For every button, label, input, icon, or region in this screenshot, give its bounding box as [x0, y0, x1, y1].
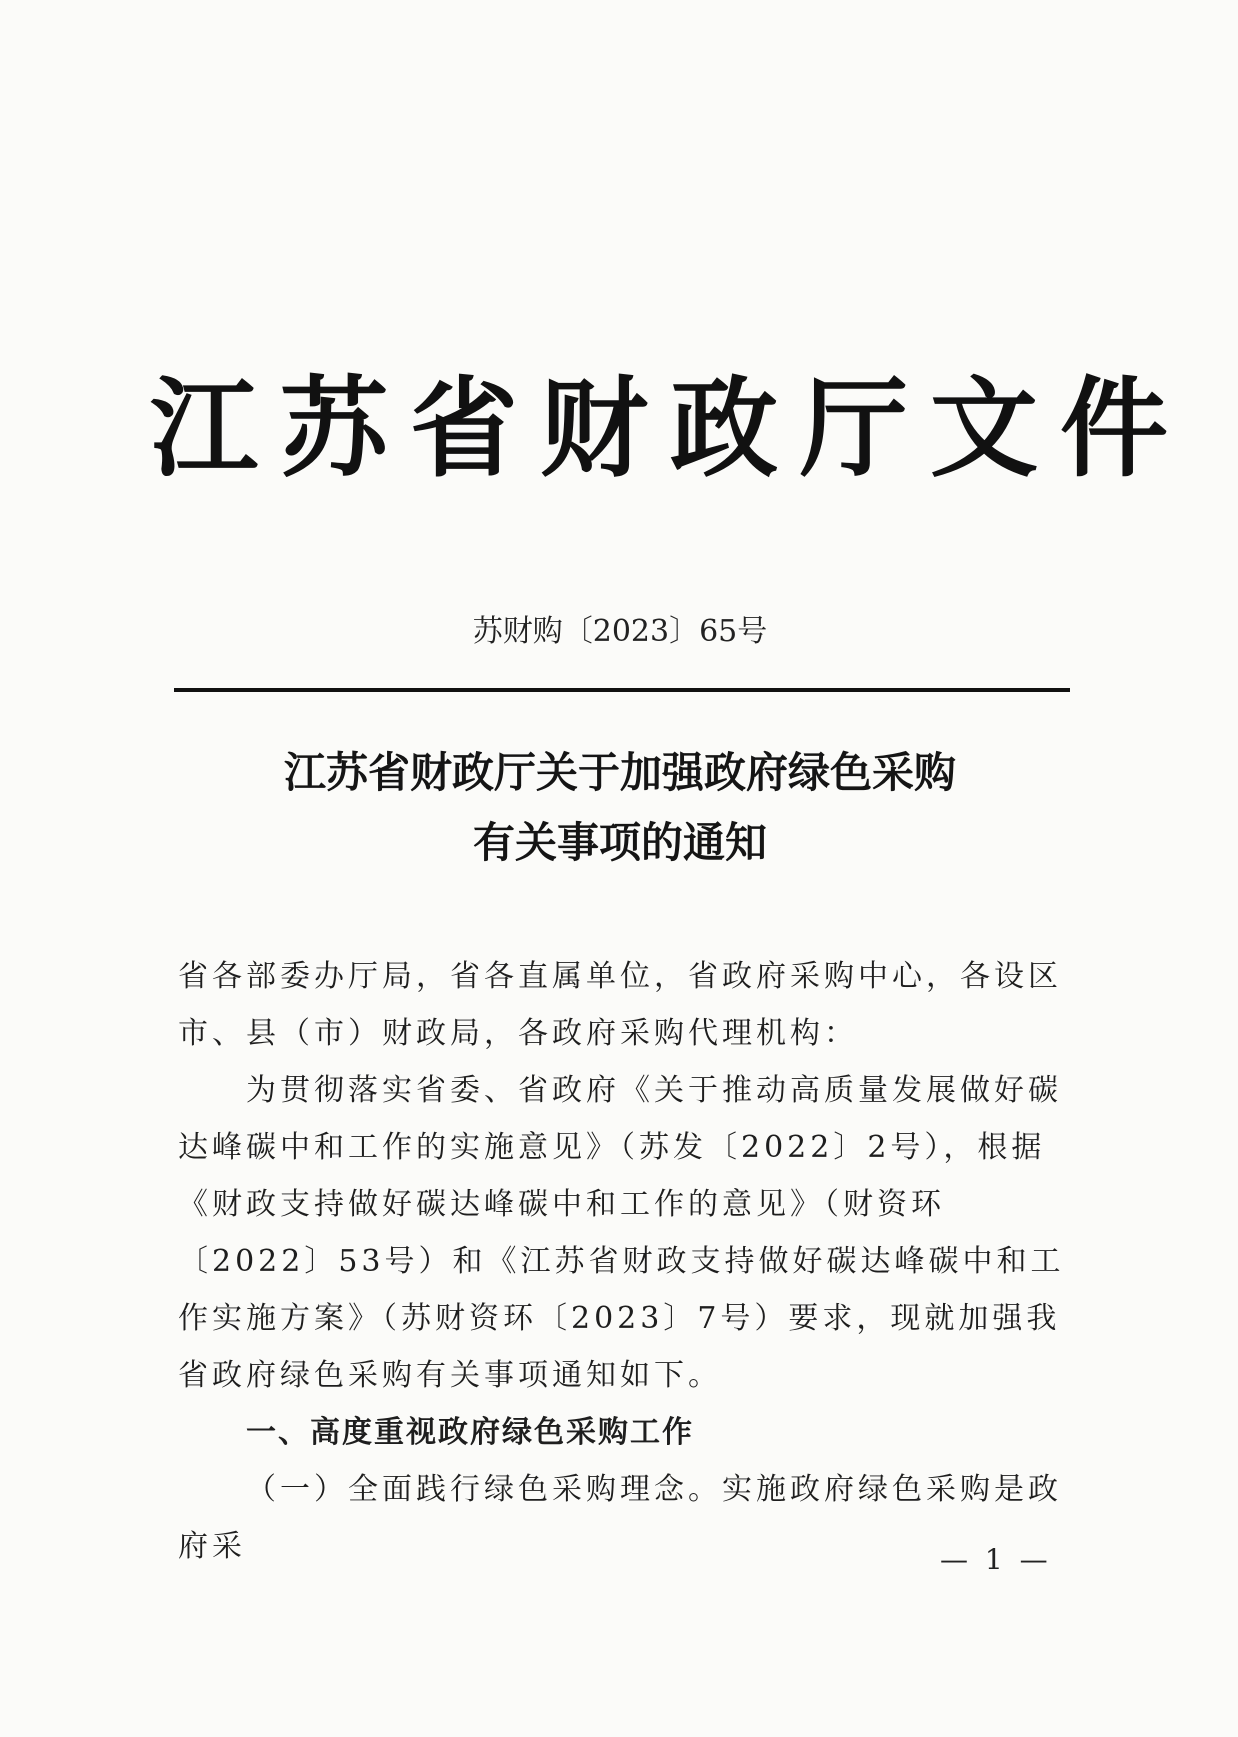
header-divider [174, 688, 1070, 692]
notice-title-line1: 江苏省财政厅关于加强政府绿色采购 [283, 748, 956, 797]
document-number: 苏财购〔2023〕65号 [472, 614, 768, 649]
paragraph-1: 为贯彻落实省委、省政府《关于推动高质量发展做好碳达峰碳中和工作的实施意见》（苏发〔2022〕2号），根据《财政支持做好碳达峰碳中和工作的意见》（财资环〔2022〕53号）和《江苏省财政支持做好碳达峰碳中和工作实施方案》（苏财资环〔2023〕7号）要求，现就加强我省政府绿色采购有关事项通知如下。 [178, 1073, 1065, 1393]
notice-body [178, 948, 1078, 1575]
section-1-heading: 一、高度重视政府绿色采购工作 [246, 1415, 694, 1450]
addressee: 省各部委办厅局，省各直属单位，省政府采购中心，各设区市、县（市）财政局，各政府采购代理机构： [178, 959, 1062, 1051]
notice-title-line2: 有关事项的通知 [472, 818, 767, 867]
document-header-title: 江苏省财政厅文件 [150, 367, 1191, 492]
page-number: — 1 — [940, 1543, 1052, 1576]
notice-title [150, 738, 1090, 878]
section-1-item-1: （一）全面践行绿色采购理念。实施政府绿色采购是政府采 [178, 1472, 1062, 1564]
